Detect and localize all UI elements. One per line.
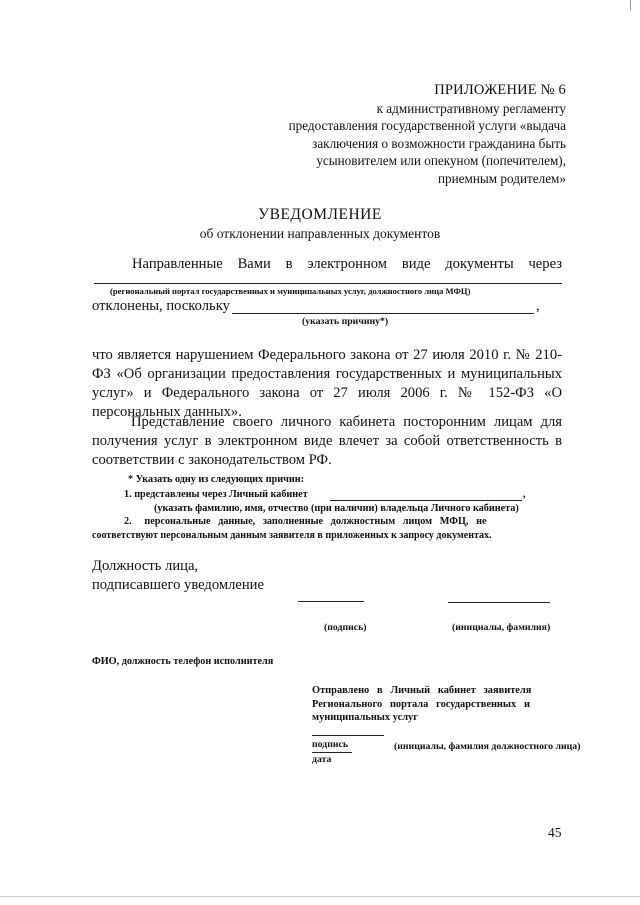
footnote-item1-caption: (указать фамилию, имя, отчество (при наличии) владельца Личного кабинета) [154, 503, 519, 514]
reason-blank-line [232, 313, 534, 314]
sent-sign-label: подпись [312, 739, 349, 750]
para1-line1: Направленные Вами в электронном виде документы через [132, 256, 562, 272]
appendix-line: приемным родителем» [437, 170, 566, 186]
scan-edge-mark [0, 896, 640, 897]
initials-line [448, 602, 550, 603]
appendix-line: к административному регламенту [376, 100, 566, 116]
footnote-item2-line1: 2. персональные данные, заполненные должностным лицом МФЦ, не [124, 516, 487, 527]
para2-last: персональных данных». [92, 404, 242, 420]
scan-edge-mark [630, 0, 631, 10]
executor-label: ФИО, должность телефон исполнителя [92, 656, 274, 667]
sent-date-line [312, 752, 352, 753]
document-title: УВЕДОМЛЕНИЕ [258, 206, 382, 223]
sent-line: Отправлено в Личный кабинет заявителя [312, 685, 532, 696]
signatory-signed: подписавшего уведомление [92, 577, 264, 593]
sent-date-label: дата [312, 754, 332, 765]
initials-caption: (инициалы, фамилия) [452, 622, 551, 633]
footnote-item2-line2: соответствуют персональным данным заявителя в приложенных к запросу документах. [92, 530, 492, 541]
page-number: 45 [548, 825, 562, 840]
para2-line: ФЗ «Об организации предоставления государственных и муниципальных [92, 366, 562, 382]
para3-line: получения услуг в электронном виде влечет за собой ответственность в [92, 433, 562, 449]
sent-line: муниципальных услуг [312, 712, 418, 723]
signature-caption: (подпись) [324, 622, 367, 633]
para3-line: Представление своего личного кабинета посторонним лицам для [131, 414, 562, 430]
sent-sign-caption: (инициалы, фамилия должностного лица) [394, 741, 581, 752]
sent-sign-line [312, 735, 384, 736]
appendix-line: заключения о возможности гражданина быть [312, 135, 566, 151]
para2-line: что является нарушением Федерального закона от 27 июля 2010 г. № 210- [92, 347, 562, 363]
appendix-heading: ПРИЛОЖЕНИЕ № 6 [434, 82, 566, 98]
portal-caption: (региональный портал государственных и муниципальных услуг, должностного лица МФЦ) [110, 286, 471, 296]
portal-blank-line [94, 283, 562, 284]
sent-line: Регионального портала государственных и [312, 699, 531, 710]
owner-blank-line [330, 500, 522, 501]
appendix-line: предоставления государственной услуги «выдача [288, 118, 566, 133]
footnote-item1: 1. представлены через Личный кабинет [124, 489, 308, 500]
reason-comma: , [536, 298, 540, 314]
para3-last: соответствии с законодательством РФ. [92, 452, 332, 468]
signatory-position: Должность лица, [92, 558, 199, 574]
footnote-intro: * Указать одну из следующих причин: [128, 474, 304, 485]
signature-line [298, 601, 364, 602]
footnote-item1-comma: , [523, 489, 526, 500]
para1-line2: отклонены, поскольку [92, 298, 230, 314]
reason-caption: (указать причину*) [302, 316, 389, 327]
para2-line: услуг» и Федерального закона от 27 июля 2006 г. № 152-ФЗ «О [92, 385, 562, 401]
appendix-line: усыновителем или опекуном (попечителем), [316, 153, 566, 168]
appendix-block [226, 82, 566, 187]
document-subtitle: об отклонении направленных документов [199, 226, 441, 241]
